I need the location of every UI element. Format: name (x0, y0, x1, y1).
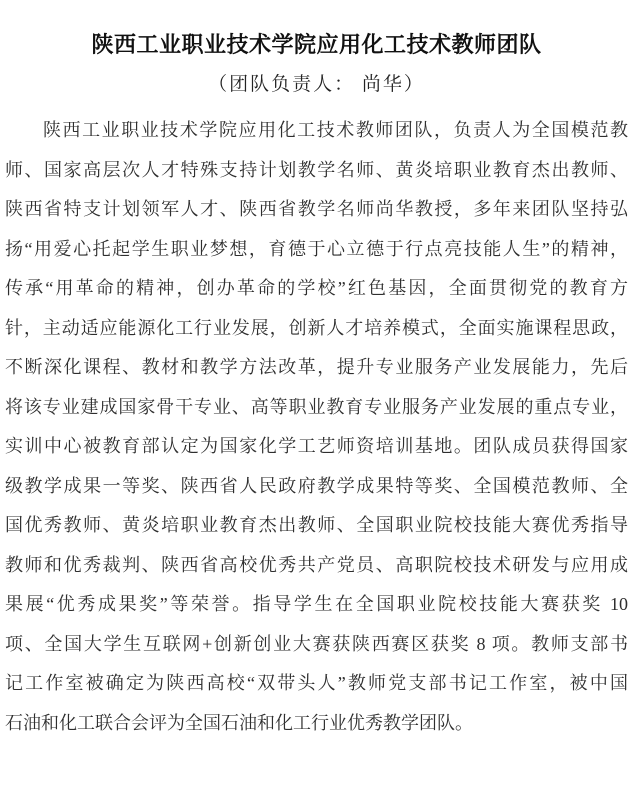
paragraph-line: 不断深化课程、教材和教学方法改革，提升专业服务产业发展能力，先后 (5, 357, 628, 377)
document-title: 陕西工业职业技术学院应用化工技术教师团队 (91, 32, 542, 57)
paragraph-line: 扬“用爱心托起学生职业梦想，育德于心立德于行点亮技能人生”的精神， (5, 238, 628, 259)
paragraph-line: 教师和优秀裁判、陕西省高校优秀共产党员、高职院校技术研发与应用成 (5, 554, 628, 575)
paragraph-line: 果展“优秀成果奖”等荣誉。指导学生在全国职业院校技能大赛获奖 10 (5, 594, 628, 614)
paragraph-line: 师、国家高层次人才特殊支持计划教学名师、黄炎培职业教育杰出教师、 (5, 159, 628, 180)
paragraph-line: 实训中心被教育部认定为国家化学工艺师资培训基地。团队成员获得国家 (5, 436, 628, 456)
paragraph-line: 传承“用革命的精神，创办革命的学校”红色基因，全面贯彻党的教育方 (5, 278, 628, 298)
paragraph-line: 国优秀教师、黄炎培职业教育杰出教师、全国职业院校技能大赛优秀指导 (5, 515, 628, 535)
paragraph-line: 陕西工业职业技术学院应用化工技术教师团队，负责人为全国模范教 (43, 120, 628, 140)
paragraph-line: 石油和化工联合会评为全国石油和化工行业优秀教学团队。 (5, 712, 473, 733)
paragraph-line: 记工作室被确定为陕西高校“双带头人”教师党支部书记工作室，被中国 (5, 673, 628, 693)
paragraph-line: 针，主动适应能源化工行业发展，创新人才培养模式，全面实施课程思政， (5, 317, 628, 338)
paragraph-line: 将该专业建成国家骨干专业、高等职业教育专业服务产业发展的重点专业， (5, 396, 628, 417)
paragraph-line: 级教学成果一等奖、陕西省人民政府教学成果特等奖、全国模范教师、全 (5, 475, 628, 496)
paragraph-line: 陕西省特支计划领军人才、陕西省教学名师尚华教授，多年来团队坚持弘 (5, 199, 628, 219)
document-paragraph (5, 111, 628, 743)
document-subtitle: （团队负责人： 尚华） (208, 74, 425, 95)
paragraph-line: 项、全国大学生互联网+创新创业大赛获陕西赛区获奖 8 项。教师支部书 (5, 633, 628, 654)
